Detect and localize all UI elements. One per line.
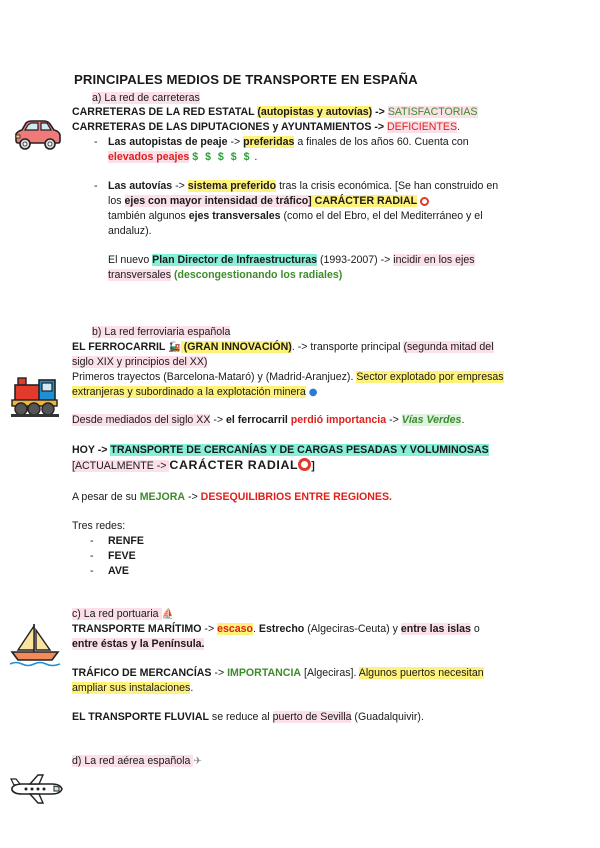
ferro-line1: EL FERROCARRIL 🚂 (GRAN INNOVACIÓN). -> transporte principal (segunda mitad del <box>72 341 494 353</box>
maritimo-line2: entre éstas y la Península. <box>72 638 205 650</box>
plane-small-icon: ✈ <box>193 756 202 767</box>
list-item: - RENFE <box>90 535 144 547</box>
section-heading-ferroviaria: b) La red ferroviaria española <box>92 326 231 338</box>
bullet2-line2: los ejes con mayor intensidad de tráfico] CARÁCTER RADIAL <box>108 194 429 209</box>
actualmente-line: [ACTUALMENTE -> CARÁCTER RADIAL ] <box>72 458 315 472</box>
bullet-dash: - <box>94 136 98 148</box>
plan-line2: transversales (descongestionando los radiales) <box>108 269 343 281</box>
section-heading-carreteras <box>92 91 200 106</box>
ferro-line2: siglo XIX y principios del XX) <box>72 356 208 368</box>
bullet2-line3: también algunos ejes transversales (como el del Ebro, el del Mediterráneo y el <box>108 210 483 222</box>
ferro-line3: Primeros trayectos (Barcelona-Mataró) y (Madrid-Aranjuez). Sector explotado por empresas <box>72 371 504 383</box>
section-heading-aerea: d) La red aérea española ✈ <box>72 755 202 767</box>
train-icon <box>10 376 60 418</box>
airplane-icon <box>8 774 64 804</box>
ferro-line5: Desde mediados del siglo XX -> el ferrocarril perdió importancia -> Vías Verdes. <box>72 414 465 426</box>
sailboat-small-icon: ⛵ <box>161 609 174 620</box>
list-item: - FEVE <box>90 550 136 562</box>
heading-text: a) La red de carreteras <box>92 92 200 104</box>
section-heading-portuaria: c) La red portuaria ⛵ <box>72 608 174 620</box>
bullet-dash: - <box>94 180 98 192</box>
redes-list <box>90 534 144 579</box>
bullet1-line1: Las autopistas de peaje -> preferidas a finales de los años 60. Cuenta con <box>108 136 469 148</box>
list-item: - AVE <box>90 565 129 577</box>
globe-icon: ● <box>308 387 318 398</box>
bullet1-line2: elevados peajes $ $ $ $ $ . <box>108 151 258 163</box>
mercancias-line2: ampliar sus instalaciones. <box>72 682 194 694</box>
estatal-line: CARRETERAS DE LA RED ESTATAL (autopistas y autovías) -> SATISFACTORIAS <box>72 106 478 118</box>
plan-line1: El nuevo Plan Director de Infraestructuras (1993-2007) -> incidir en los ejes <box>108 254 475 266</box>
dollar-icons: $ $ $ $ $ <box>192 151 252 163</box>
circle-icon <box>420 197 429 206</box>
hoy-line: HOY -> TRANSPORTE DE CERCANÍAS Y DE CARGAS PESADAS Y VOLUMINOSAS <box>72 444 489 456</box>
sailboat-icon <box>8 622 62 668</box>
locomotive-icon: 🚂 <box>168 342 181 353</box>
circle-icon <box>298 458 311 471</box>
redes-label: Tres redes: <box>72 520 126 532</box>
bullet2-line4: andaluz). <box>108 225 152 237</box>
maritimo-line1: TRANSPORTE MARÍTIMO -> escaso. Estrecho (Algeciras-Ceuta) y entre las islas o <box>72 623 480 635</box>
mejora-line: A pesar de su MEJORA -> DESEQUILIBRIOS ENTRE REGIONES. <box>72 491 392 503</box>
diputaciones-line: CARRETERAS DE LAS DIPUTACIONES y AYUNTAMIENTOS -> DEFICIENTES. <box>72 121 461 133</box>
page-title: PRINCIPALES MEDIOS DE TRANSPORTE EN ESPAÑA <box>74 72 418 87</box>
mercancias-line1: TRÁFICO DE MERCANCÍAS -> IMPORTANCIA [Algeciras]. Algunos puertos necesitan <box>72 667 484 679</box>
fluvial-line: EL TRANSPORTE FLUVIAL se reduce al puerto de Sevilla (Guadalquivir). <box>72 711 424 723</box>
bullet2-line1: Las autovías -> sistema preferido tras la crisis económica. [Se han construido en <box>108 180 499 192</box>
ferro-line4: extranjeras y subordinado a la explotación minera ● <box>72 386 318 398</box>
car-icon <box>10 118 62 152</box>
